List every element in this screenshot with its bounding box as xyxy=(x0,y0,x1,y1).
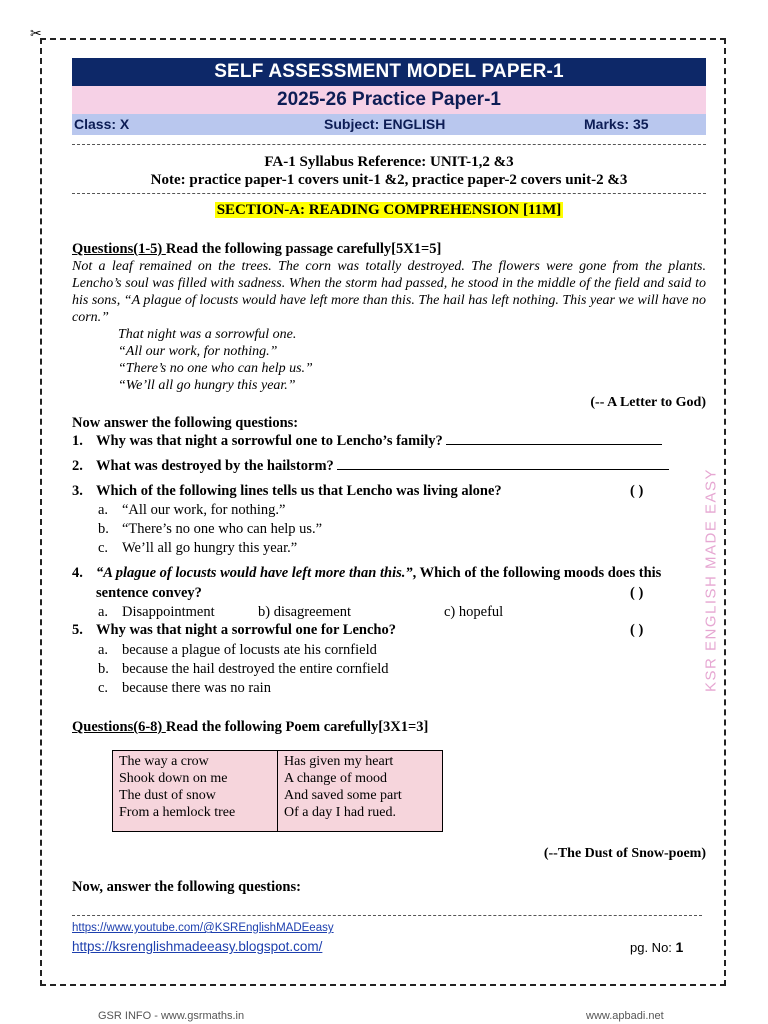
option-text: We’ll all go hungry this year.” xyxy=(122,540,298,556)
option-text: c) hopeful xyxy=(444,604,504,620)
option-letter: b. xyxy=(98,661,109,677)
question-5 xyxy=(72,621,706,640)
question-text: What was destroyed by the hailstorm? xyxy=(96,458,334,474)
marks-label: Marks: 35 xyxy=(584,116,649,132)
scissors-icon: ✂ xyxy=(30,26,42,42)
syllabus-reference: FA-1 Syllabus Reference: UNIT-1,2 &3 xyxy=(264,154,514,170)
option-text: Disappointment xyxy=(122,604,215,620)
answer-bracket[interactable]: ( ) xyxy=(630,585,644,601)
divider xyxy=(72,193,706,194)
question-1 xyxy=(72,432,706,451)
question-number: 5. xyxy=(72,622,83,638)
blog-link[interactable]: https://ksrenglishmadeeasy.blogspot.com/ xyxy=(72,939,323,954)
bottom-credit-left: GSR INFO - www.gsrmaths.in xyxy=(98,1010,245,1022)
option xyxy=(98,679,706,698)
question-number: 4. xyxy=(72,565,83,581)
paper-content xyxy=(72,58,706,956)
question-text: Why was that night a sorrowful one to Lencho’s family? xyxy=(96,433,443,449)
footer-divider xyxy=(72,915,702,916)
passage-heading-text: Read the following passage carefully[5X1=5] xyxy=(165,241,442,257)
poem-heading-text: Read the following Poem carefully[3X1=3] xyxy=(165,719,429,735)
passage-heading-prefix: Questions(1-5) xyxy=(72,241,166,257)
poem-line: Has given my heart xyxy=(284,754,394,769)
option-text: “All our work, for nothing.” xyxy=(122,502,286,518)
option xyxy=(98,520,706,539)
question-number: 2. xyxy=(72,458,83,474)
passage-paragraph: Not a leaf remained on the trees. The corn was totally destroyed. The flowers were gone from the plants. Lencho’s soul was filled with sadness. When the storm had passed, he stood in the middle of the field and said to his sons, “A plague of locusts would have left more than this. The hail has left nothing. This year we will have no corn.” xyxy=(72,259,706,325)
option-letter: b. xyxy=(98,521,109,537)
bottom-credit-right: www.apbadi.net xyxy=(586,1010,664,1022)
question-text: Why was that night a sorrowful one for Lencho? xyxy=(96,622,396,638)
youtube-link[interactable]: https://www.youtube.com/@KSREnglishMADEeasy xyxy=(72,922,334,934)
question-number: 1. xyxy=(72,433,83,449)
option-letter: a. xyxy=(98,642,109,658)
option xyxy=(98,539,706,558)
option-text: because the hail destroyed the entire cornfield xyxy=(122,661,389,677)
option-letter: a. xyxy=(98,502,109,518)
question-text: , Which of the following moods does this sentence convey? xyxy=(96,565,662,601)
poem-line: Shook down on me xyxy=(119,771,228,786)
option-letter: a. xyxy=(98,604,109,620)
question-number: 3. xyxy=(72,483,83,499)
questions-intro: Now answer the following questions: xyxy=(72,415,299,431)
passage-line: That night was a sorrowful one. xyxy=(118,327,297,342)
answer-bracket[interactable]: ( ) xyxy=(630,483,644,499)
poem-source: (--The Dust of Snow-poem) xyxy=(543,846,706,861)
divider xyxy=(72,144,706,145)
watermark: KSR ENGLISH MADE EASY xyxy=(702,467,720,693)
class-label: Class: X xyxy=(74,116,130,132)
option-row xyxy=(98,603,706,621)
section-a-title: SECTION-A: READING COMPREHENSION [11M] xyxy=(216,202,562,218)
passage-line: “All our work, for nothing.” xyxy=(118,344,278,359)
poem-line: From a hemlock tree xyxy=(119,805,236,820)
question-quote: “A plague of locusts would have left more than this.” xyxy=(96,565,413,581)
poem-stanza-right xyxy=(278,751,443,832)
footer-row xyxy=(72,938,706,956)
passage-lines xyxy=(118,326,706,394)
page-number-value: 1 xyxy=(675,939,684,955)
passage-source: (-- A Letter to God) xyxy=(590,395,706,410)
poem-heading xyxy=(72,718,706,736)
paper-subtitle: 2025-26 Practice Paper-1 xyxy=(72,86,706,114)
section-a-heading xyxy=(72,201,706,219)
poem-stanza-left xyxy=(113,751,278,832)
option-letter: c. xyxy=(98,540,109,556)
subject-label: Subject: ENGLISH xyxy=(324,116,446,132)
answer-bracket[interactable]: ( ) xyxy=(630,622,644,638)
passage-line: “We’ll all go hungry this year.” xyxy=(118,378,296,393)
option-text: b) disagreement xyxy=(258,604,352,620)
poem-questions-intro: Now, answer the following questions: xyxy=(72,879,301,895)
poem-line: The way a crow xyxy=(119,754,209,769)
poem-line: A change of mood xyxy=(284,771,388,786)
option-letter: c. xyxy=(98,680,109,696)
option xyxy=(98,660,706,679)
page-number xyxy=(630,938,683,957)
poem-table xyxy=(112,750,443,832)
passage-line: “There’s no one who can help us.” xyxy=(118,361,313,376)
passage-heading xyxy=(72,241,706,258)
poem-heading-prefix: Questions(6-8) xyxy=(72,719,166,735)
option-text: because a plague of locusts ate his cornfield xyxy=(122,642,377,658)
coverage-note: Note: practice paper-1 covers unit-1 &2, practice paper-2 covers unit-2 &3 xyxy=(150,172,628,188)
poem-line: And saved some part xyxy=(284,788,402,803)
paper-title: SELF ASSESSMENT MODEL PAPER-1 xyxy=(72,58,706,86)
footer-youtube xyxy=(72,921,706,935)
question-3 xyxy=(72,482,706,501)
option xyxy=(98,501,706,520)
answer-blank[interactable] xyxy=(337,457,669,470)
question-text: Which of the following lines tells us that Lencho was living alone? xyxy=(96,483,502,499)
poem-line: The dust of snow xyxy=(119,788,216,803)
poem-line: Of a day I had rued. xyxy=(284,805,396,820)
option-text: because there was no rain xyxy=(122,680,271,696)
paper-info-bar xyxy=(72,114,706,135)
option xyxy=(98,641,706,660)
question-4 xyxy=(72,563,706,603)
page-number-label: pg. No: xyxy=(630,940,676,955)
question-2 xyxy=(72,457,706,476)
option-text: “There’s no one who can help us.” xyxy=(122,521,323,537)
answer-blank[interactable] xyxy=(446,432,662,445)
